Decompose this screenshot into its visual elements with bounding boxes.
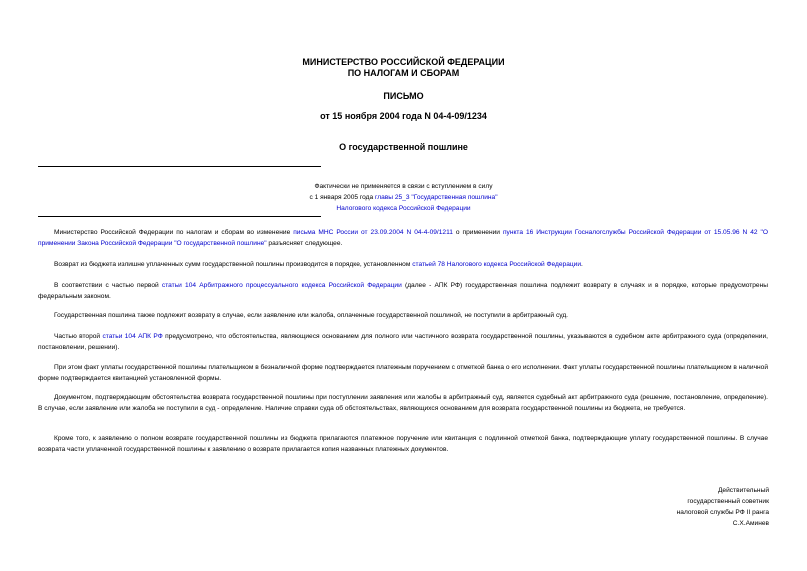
p4-text: Государственная пошлина также подлежит возврату в случае, если заявление или жалоба, оплаченные государственной пошлиной, не поступили в арбитражный суд.	[54, 312, 568, 319]
p8-text: Кроме того, к заявлению о полном возврате государственной пошлины из бюджета прилагаются платежное поручение или квитанция с подлинной отметкой банка, подтверждающие уплату государственной пошлины. В случае возврата части уплаченной государственной пошлины к заявлению о возврате прилагается копия названных платежных документов.	[38, 435, 768, 453]
divider-top	[38, 166, 321, 167]
paragraph-3	[38, 280, 768, 302]
signature-line-1: Действительный	[717, 487, 769, 494]
paragraph-1	[38, 227, 768, 249]
status-note-text: с 1 января 2005 года	[309, 194, 376, 201]
paragraph-8	[38, 433, 768, 455]
link-chapter-25-3[interactable]: главы 25_3 "Государственная пошлина"	[375, 194, 498, 201]
p1-text-1: Министерство Российской Федерации по налогам и сборам во изменение	[54, 229, 294, 236]
p3-text-1: В соответствии с частью первой	[54, 282, 162, 289]
p6-text: При этом факт уплаты государственной пошлины плательщиком в безналичной форме подтверждается платежным поручением с отметкой банка о его исполнении. Факт уплаты государственной пошлины плательщиком в наличной форме подтверждается квитанцией установленной формы.	[38, 364, 769, 382]
paragraph-4	[38, 310, 768, 321]
document-date-number: от 15 ноября 2004 года N 04-4-09/1234	[320, 111, 487, 121]
divider-bottom	[38, 216, 321, 217]
status-note	[300, 181, 507, 214]
p2-text-2: .	[581, 261, 583, 268]
paragraph-5	[38, 331, 768, 353]
p5-text-1: Частью второй	[54, 333, 103, 340]
signature-name: С.Х.Аминев	[732, 520, 769, 527]
p3-text-2: (далее - АПК РФ) государственная пошлина подлежит возврату в случаях и в порядке, которые предусмотрены федеральным законом.	[38, 282, 768, 300]
signature-line-2: государственный советник	[687, 498, 769, 505]
status-note-line-3	[300, 203, 507, 214]
ministry-line-1: МИНИСТЕРСТВО РОССИЙСКОЙ ФЕДЕРАЦИИ	[302, 57, 505, 67]
ministry-line-2: ПО НАЛОГАМ И СБОРАМ	[347, 68, 460, 78]
link-article-78[interactable]: статьей 78 Налогового кодекса Российской Федерации	[412, 261, 582, 268]
paragraph-7	[38, 392, 768, 414]
signature-line-3: налоговой службы РФ II ранга	[676, 509, 769, 516]
document-type: ПИСЬМО	[383, 91, 424, 101]
status-note-line-1: Фактически не применяется в связи с вступлением в силу	[314, 183, 493, 190]
link-tax-code[interactable]: Налогового кодекса Российской Федерации	[336, 205, 471, 212]
p7-text: Документом, подтверждающим обстоятельства возврата государственной пошлины при поступлении заявления или жалобы в арбитражный суд, является судебный акт арбитражного суда (решение, постановление, определение). В случае, если заявление или жалоба не поступили в суд - определение. Наличие справки суда об обстоятельствах, являющихся основанием для возврата государственной пошлины из бюджета, не требуется.	[38, 394, 768, 412]
document-subject: О государственной пошлине	[339, 142, 468, 152]
p1-text-3: разъясняет следующее.	[266, 240, 343, 247]
link-article-104-apk-rf[interactable]: статьи 104 АПК РФ	[102, 333, 163, 340]
p2-text-1: Возврат из бюджета излишне уплаченных сумм государственной пошлины производится в порядке, установленном	[54, 261, 413, 268]
paragraph-2	[38, 259, 768, 270]
p1-text-2: о применении	[452, 229, 503, 236]
link-article-104-apk[interactable]: статьи 104 Арбитражного процессуального кодекса Российской Федерации	[161, 282, 402, 289]
signature-block	[677, 485, 769, 529]
p5-text-2: предусмотрено, что обстоятельства, являющиеся основанием для полного или частичного возврата государственной пошлины, указываются в судебном акте арбитражного суда (определении, постановлении, решении).	[38, 333, 768, 351]
link-mns-letter[interactable]: письма МНС России от 23.09.2004 N 04-4-09/1211	[293, 229, 453, 236]
link-instruction-point-16[interactable]: пункта 16 Инструкции Госналогслужбы Российской Федерации от 15.05.96 N 42 "О применении Закона Российской Федерации "О государственной пошлине"	[38, 229, 768, 247]
status-note-line-2	[300, 192, 507, 203]
paragraph-6	[38, 362, 768, 384]
ministry-name	[0, 57, 807, 79]
